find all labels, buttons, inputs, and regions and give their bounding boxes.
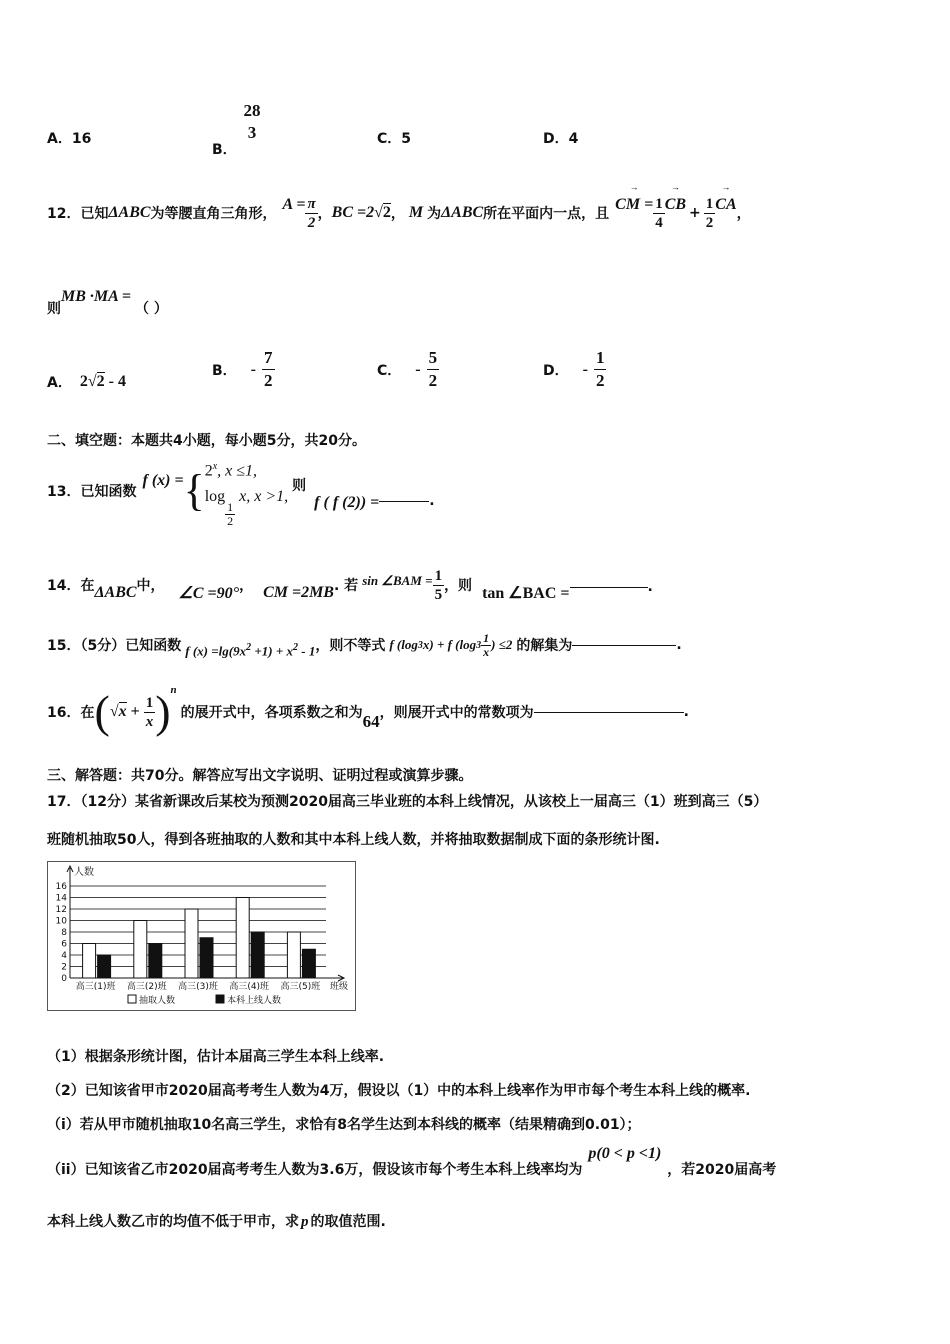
stem-text: 则	[292, 478, 307, 494]
log-base: 3	[476, 639, 482, 651]
period: .	[429, 493, 435, 509]
one-over-x	[144, 694, 156, 731]
case-2	[205, 484, 288, 528]
option-label: C．	[377, 362, 402, 379]
vector-cm-label: → CM =	[615, 196, 653, 214]
q12-line2	[47, 288, 168, 318]
legend-label: 抽取人数	[139, 996, 176, 1006]
angle-a: A =	[282, 196, 306, 213]
q11-option-a	[47, 128, 91, 148]
p-range: p(0 < p <1)	[588, 1145, 662, 1162]
triangle-symbol: ΔABC	[108, 204, 151, 221]
fraction-den: x	[483, 644, 490, 659]
log-text: log	[204, 488, 226, 506]
question-number: 13．已知函数	[47, 484, 137, 500]
q16	[47, 682, 689, 742]
func-part: - 1	[297, 643, 316, 659]
fraction-den: 2	[307, 214, 316, 231]
one-half	[704, 195, 716, 232]
fraction-den: x	[145, 713, 154, 730]
sqrt-x: √x	[109, 703, 127, 720]
vector-cb	[665, 196, 686, 214]
log-base: 3	[417, 639, 423, 651]
stem-text: ，则	[444, 578, 473, 594]
fraction	[262, 347, 275, 392]
answer-blank[interactable]	[379, 501, 429, 502]
option-label: D．	[543, 362, 569, 379]
fraction-den: 2	[705, 214, 714, 231]
q12-stem	[47, 183, 751, 243]
case-condition: , x ≤1,	[217, 462, 258, 480]
answer-blank[interactable]	[534, 712, 684, 713]
question-number: 14．在	[47, 578, 95, 594]
stem-text: 为等腰直角三角形，	[150, 206, 277, 222]
q17-line2: 班随机抽取50人，得到各班抽取的人数和其中本科上线人数，并将抽取数据制成下面的条形统计图.	[47, 832, 660, 848]
q17-sub4	[47, 1145, 776, 1179]
answer-blank[interactable]	[570, 587, 648, 588]
bar-passed	[98, 955, 111, 978]
option-label: B．	[212, 362, 237, 379]
function-def	[185, 642, 315, 659]
option-label: B．	[212, 142, 237, 158]
fraction	[427, 347, 440, 392]
q15	[47, 625, 682, 665]
angle-c: ∠C =90°	[178, 585, 240, 602]
coefficient-sum: 64	[362, 712, 380, 731]
legend-swatch	[216, 995, 224, 1003]
option-label: C．	[377, 131, 402, 147]
q12-option-d	[543, 347, 606, 392]
y-tick-label: 14	[55, 893, 67, 904]
piecewise-cases	[205, 454, 288, 528]
one-over-x	[481, 632, 491, 659]
y-tick-label: 12	[55, 905, 67, 915]
bar-sampled	[185, 909, 198, 978]
stem-text: ，若2020届高考	[667, 1162, 777, 1178]
q17-line1: 17．（12分）某省新课改后某校为预测2020届高三毕业班的本科上线情况，从该校上一届高三（1）班到高三（5）	[47, 794, 768, 810]
func-part: +1) + x	[251, 643, 293, 659]
q12-option-a	[47, 372, 126, 392]
x-tick-label: 高三(3)班	[178, 982, 218, 992]
dot-product: MB ·MA =	[61, 288, 132, 305]
one-fifth	[433, 567, 445, 604]
period: .	[647, 579, 653, 595]
y-tick-label: 8	[61, 928, 67, 938]
radicand: x	[118, 703, 127, 720]
bar-passed	[200, 938, 213, 978]
stem-text: 的展开式中，各项系数之和为	[180, 705, 363, 721]
point-m: M	[408, 204, 424, 221]
option-value: 5	[401, 131, 412, 147]
y-tick-label: 4	[61, 951, 67, 961]
bar-sampled	[134, 921, 147, 979]
period: .	[683, 704, 689, 720]
right-paren: )	[155, 686, 171, 737]
case-base: 2	[204, 462, 213, 480]
fraction-num: 1	[483, 630, 490, 645]
comma: ，	[239, 578, 254, 594]
bar-sampled	[83, 944, 96, 979]
plus-sign: +	[130, 703, 140, 720]
vector-cb-label: → CB	[665, 196, 686, 214]
exponent-n: n	[170, 684, 177, 696]
x-tick-label: 高三(4)班	[229, 982, 270, 992]
fraction	[242, 100, 263, 144]
minus-sign: -	[582, 360, 588, 378]
fraction-num: 5	[427, 347, 440, 370]
x-tick-label: 高三(2)班	[126, 982, 167, 992]
q11-option-c	[377, 128, 411, 148]
bc-length: BC =2√2	[331, 204, 391, 221]
fraction-num: 1	[594, 347, 607, 370]
function-name: f (x) =	[142, 472, 184, 489]
section2-heading: 二、填空题：本题共4小题，每小题5分，共20分。	[47, 433, 366, 449]
ineq-part: x) + f (log	[422, 637, 477, 652]
fraction	[594, 347, 607, 392]
vector-ca-label: → CA	[715, 196, 736, 214]
fraction-den: 4	[655, 214, 663, 231]
q12-option-c	[377, 347, 439, 392]
legend-label: 本科上线人数	[227, 996, 282, 1006]
fraction-num: 1	[705, 195, 714, 212]
fraction-num: 1	[434, 567, 443, 584]
stem-text: 中，	[136, 578, 165, 594]
stem-text: 的解集为	[516, 638, 573, 654]
q17-sub1: （1）根据条形统计图，估计本届高三学生本科上线率.	[47, 1049, 385, 1065]
fraction-num: 28	[243, 101, 261, 120]
bar-passed	[149, 944, 162, 979]
ineq-part: f (log	[389, 637, 418, 652]
x-tick-label: 高三(1)班	[75, 982, 116, 992]
bar-passed	[302, 949, 315, 978]
pi-over-2	[305, 195, 317, 232]
answer-paren: （ ）	[135, 301, 168, 317]
y-tick-label: 6	[61, 939, 67, 950]
bar-passed	[251, 932, 264, 978]
bar-sampled	[236, 898, 249, 979]
case-exponent: x	[212, 460, 218, 472]
minus-sign: -	[250, 360, 256, 378]
triangle-symbol: ΔABC	[94, 584, 137, 601]
composite-function: f ( f (2)) =	[314, 494, 380, 511]
option-value: 4	[568, 131, 579, 147]
bar-chart-svg	[48, 862, 355, 1010]
q13	[47, 455, 435, 527]
answer-blank[interactable]	[572, 645, 676, 646]
q12-option-b	[212, 347, 275, 392]
stem-text: 为	[427, 206, 442, 222]
q11-option-b	[212, 100, 263, 158]
case-condition: x, x >1,	[235, 488, 289, 506]
case-1	[205, 454, 288, 484]
q17-sub2: （2）已知该省甲市2020届高考考生人数为4万，假设以（1）中的本科上线率作为甲市每个考生本科上线的概率.	[47, 1083, 751, 1099]
stem-text: （ii）已知该省乙市2020届高考考生人数为3.6万，假设该市每个考生本科上线率均为	[47, 1162, 583, 1178]
option-label: A．	[47, 131, 72, 147]
stem-text: . 若	[333, 578, 359, 594]
coef: 2	[79, 373, 88, 390]
fraction-num: 1	[145, 694, 154, 711]
q11-option-d	[543, 128, 578, 148]
y-axis-label: 人数	[74, 867, 94, 878]
vector-ca	[715, 196, 736, 214]
radicand: 2	[382, 204, 391, 221]
one-quarter	[653, 195, 665, 232]
func-part: f (x) =lg(9x	[185, 643, 247, 659]
period: .	[676, 637, 682, 653]
func-exponent: 2	[292, 642, 298, 654]
q14	[47, 565, 653, 605]
variable-p: p	[301, 1214, 309, 1230]
stem-text: 所在平面内一点，且	[483, 206, 610, 222]
bc-text: BC =2	[331, 204, 375, 221]
option-value: 16	[71, 131, 92, 147]
minus-sign: -	[415, 360, 421, 378]
y-tick-label: 0	[61, 974, 67, 984]
x-axis-label: 班级	[329, 982, 348, 992]
bar-sampled	[287, 932, 300, 978]
stem-text: 本科上线人数乙市的均值不低于甲市，求	[47, 1214, 299, 1230]
plus-sign: +	[689, 205, 701, 221]
stem-text: ，则不等式	[315, 638, 386, 654]
fraction-den: 5	[434, 586, 443, 603]
fraction-num: 1	[655, 195, 663, 212]
fraction-den: 2	[428, 371, 438, 390]
option-label: D．	[543, 131, 569, 147]
question-number: 12．已知	[47, 206, 109, 222]
sin-expr: sin ∠BAM =	[362, 573, 433, 588]
expr-tail: - 4	[104, 373, 126, 390]
ineq-part: ) ≤2	[491, 637, 513, 652]
option-label: A．	[47, 375, 72, 391]
x-tick-label: 高三(5)班	[280, 982, 321, 992]
radicand: 2	[96, 373, 105, 390]
section3-heading: 三、解答题：共70分。解答应写出文字说明、证明过程或演算步骤。	[47, 768, 473, 784]
y-tick-label: 2	[61, 962, 67, 973]
bar-chart	[47, 861, 356, 1011]
option-expr: 2√2 - 4	[79, 373, 126, 390]
fraction-num: 7	[262, 347, 275, 370]
fraction-num: π	[307, 195, 316, 212]
inequality	[389, 632, 512, 659]
vector-relation: CM =2MB	[263, 584, 334, 601]
q17-sub3: （i）若从甲市随机抽取10名高三学生，求恰有8名学生达到本科线的概率（结果精确到0.01）；	[47, 1117, 641, 1133]
comma: ，	[736, 206, 751, 222]
comma: ，	[317, 206, 332, 222]
fraction-den: 2	[264, 371, 273, 390]
stem-text: ，则展开式中的常数项为	[379, 705, 534, 721]
fraction-den: 2	[595, 371, 605, 390]
stem-text: 的取值范围.	[310, 1214, 386, 1230]
question-number: 15．（5分）已知函数	[47, 638, 182, 654]
log-base	[225, 501, 235, 528]
func-exponent: 2	[246, 642, 252, 654]
stem-text: 则	[47, 301, 61, 317]
y-tick-label: 10	[55, 916, 67, 927]
tan-expr: tan ∠BAC =	[482, 585, 570, 602]
fraction-den: 3	[247, 123, 257, 142]
fraction-num: 1	[227, 500, 234, 515]
fraction-den: 2	[227, 514, 234, 529]
y-tick-label: 16	[55, 882, 67, 892]
triangle-symbol: ΔABC	[441, 204, 484, 221]
legend-swatch	[128, 995, 136, 1003]
q17-sub5	[47, 1211, 386, 1231]
question-number: 16．在	[47, 705, 95, 721]
left-brace: {	[183, 466, 205, 515]
comma: ，	[390, 206, 405, 222]
vector-cm	[615, 196, 653, 214]
left-paren: (	[94, 686, 110, 737]
